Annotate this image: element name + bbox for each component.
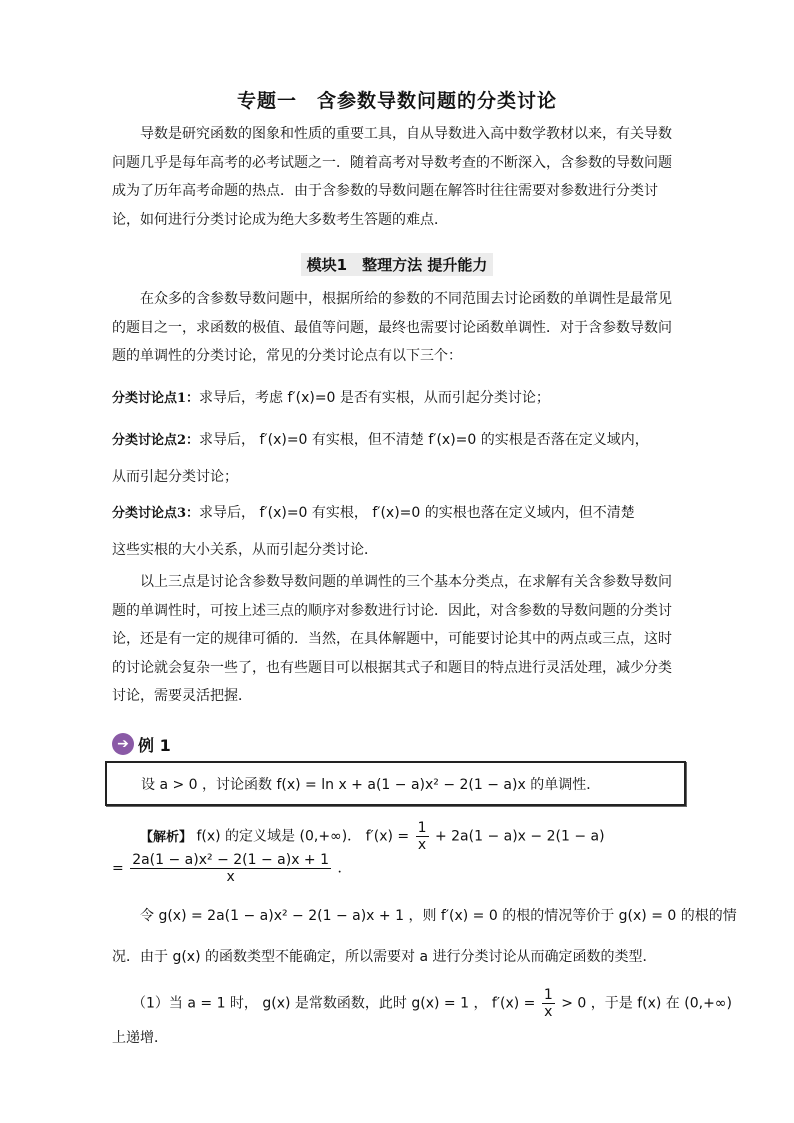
analysis-line-1-rest: + 2a(1 − a)x − 2(1 − a) [434,828,605,845]
analysis-line-5-rest: > 0 ，于是 f(x) 在 (0,+∞) [561,995,732,1012]
period: ． [337,860,352,877]
problem-statement: 设 a > 0 ，讨论函数 f(x) = ln x + a(1 − a)x² − 2(1 − a)x 的单调性． [141,777,601,793]
fraction-denominator: x [226,869,235,885]
example-heading [112,730,171,758]
fraction-numerator: 2a(1 − a)x² − 2(1 − a)x + 1 [132,852,330,868]
point-2 [112,429,649,449]
module-title: 模块1 整理方法 提升能力 [301,253,494,276]
point-1 [112,387,550,407]
analysis-line-6: 上递增． [112,1030,168,1046]
method-paragraph [112,285,684,371]
point-2-label: 分类讨论点2： [112,433,200,448]
analysis-line-3-text: 令 g(x) = 2a(1 − a)x² − 2(1 − a)x + 1 ，则 f′(x) = 0 的根的情况等价于 g(x) = 0 的根的情 [140,908,737,924]
analysis-line-1 [112,820,605,853]
fraction-numerator: 1 [543,987,553,1003]
fraction-denominator: x [417,837,427,853]
analysis-line-4: 况．由于 g(x) 的函数类型不能确定，所以需要对 a 进行分类讨论从而确定函数的类型． [112,949,657,965]
method-text: 在众多的含参数导数问题中，根据所给的参数的不同范围去讨论函数的单调性是最常见的题目之一，求函数的极值、最值等问题，最终也需要讨论函数单调性．对于含参数导数问题的单调性的分类讨论，常见的分类讨论点有以下三个： [112,291,672,364]
fraction-derivative [130,852,331,885]
point-3-label: 分类讨论点3： [112,506,200,521]
point-3-continuation: 这些实根的大小关系，从而引起分类讨论． [112,542,378,558]
module-heading [0,253,794,276]
point-3 [112,502,635,522]
analysis-line-3 [112,905,737,925]
analysis-label: 【解析】 [140,829,193,845]
point-2-text: 求导后， f′(x)=0 有实根，但不清楚 f′(x)=0 的实根是否落在定义域内， [199,432,649,448]
fraction-numerator: 1 [417,820,427,836]
analysis-line-2 [112,852,351,885]
fraction-1-over-x [542,987,555,1020]
summary-paragraph [112,568,684,711]
analysis-line-5 [112,987,732,1020]
fraction-1-over-x [416,820,429,853]
problem-box [105,761,686,806]
point-3-text: 求导后， f′(x)=0 有实根， f′(x)=0 的实根也落在定义域内，但不清楚 [199,505,635,521]
analysis-line-5-text: （1）当 a = 1 时， g(x) 是常数函数，此时 g(x) = 1 ， f′(x) = [132,995,536,1012]
fraction-denominator: x [544,1004,553,1020]
point-2-continuation: 从而引起分类讨论； [112,469,238,485]
equals-sign: = [112,860,124,877]
intro-text: 导数是研究函数的图象和性质的重要工具，自从导数进入高中数学教材以来，有关导数问题几乎是每年高考的必考试题之一．随着高考对导数考查的不断深入，含参数的导数问题成为了历年高考命题的热点．由于含参数的导数问题在解答时往往需要对参数进行分类讨论，如何进行分类讨论成为绝大多数考生答题的难点． [112,126,672,228]
arrow-right-icon: ➔ [112,733,134,755]
point-1-label: 分类讨论点1： [112,391,200,406]
summary-text: 以上三点是讨论含参数导数问题的单调性的三个基本分类点，在求解有关含参数导数问题的单调性时，可按上述三点的顺序对参数进行讨论．因此，对含参数的导数问题的分类讨论，还是有一定的规律可循的．当然，在具体解题中，可能要讨论其中的两点或三点，这时的讨论就会复杂一些了，也有些题目可以根据其式子和题目的特点进行灵活处理，减少分类讨论，需要灵活把握． [112,574,672,704]
intro-paragraph [112,120,684,234]
page-title: 专题一 含参数导数问题的分类讨论 [236,90,557,112]
example-label: 例 1 [138,735,171,755]
analysis-line-1-text: f(x) 的定义域是 (0,+∞)． f′(x) = [196,828,410,845]
point-1-text: 求导后，考虑 f′(x)=0 是否有实根，从而引起分类讨论； [199,390,550,406]
